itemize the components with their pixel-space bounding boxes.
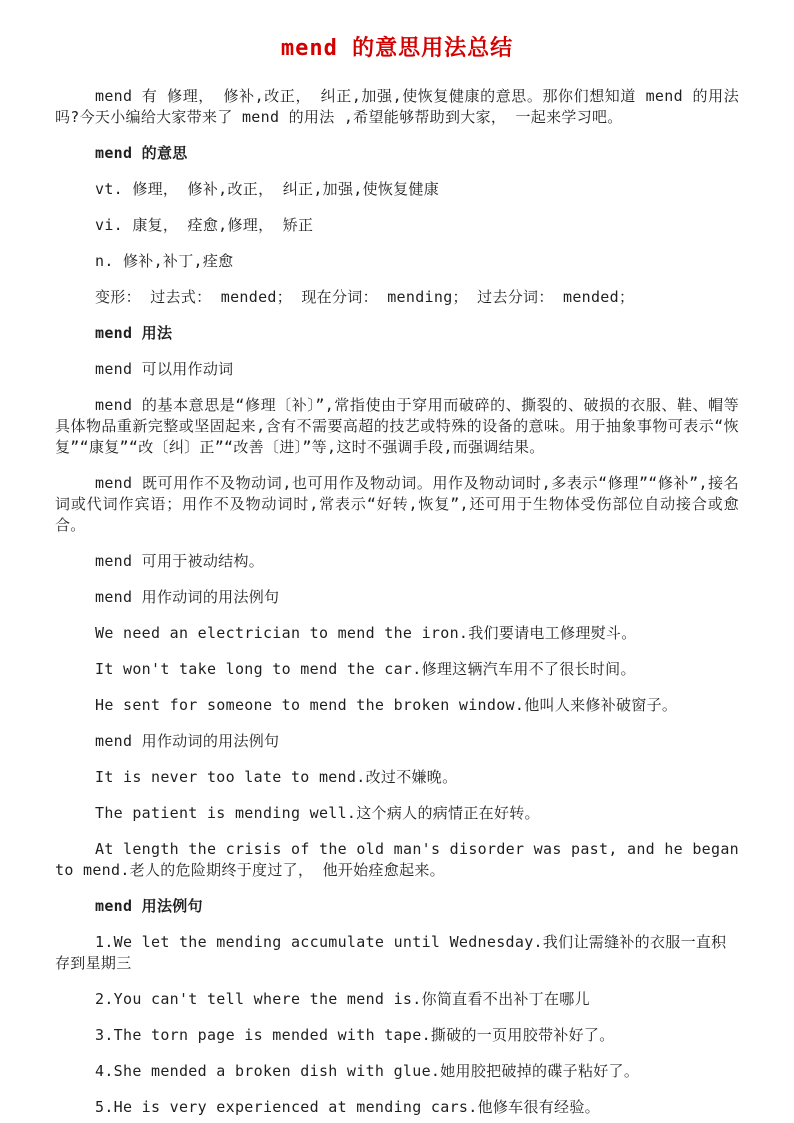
paragraph: mend 既可用作不及物动词,也可用作及物动词。用作及物动词时,多表示“修理”“修补”,接名词或代词作宾语；用作不及物动词时,常表示“好转,恢复”,还可用于生物体受伤部位自动接合或愈合。 xyxy=(55,474,739,534)
paragraph: mend 有 修理， 修补,改正， 纠正,加强,使恢复健康的意思。那你们想知道 mend 的用法 吗?今天小编给大家带来了 mend 的用法 ,希望能够帮助到大家， 一起来学习吧。 xyxy=(55,87,739,126)
paragraph: mend 的基本意思是“修理〔补〕”,常指使由于穿用而破碎的、撕裂的、破损的衣服、鞋、帽等具体物品重新完整或坚固起来,含有不需要高超的技艺或特殊的设备的意味。用于抽象事物可表示“恢复”“康复”“改〔纠〕正”“改善〔进〕”等,这时不强调手段,而强调结果。 xyxy=(55,396,739,456)
paragraph: 4.She mended a broken dish with glue.她用胶把破掉的碟子粘好了。 xyxy=(95,1062,640,1080)
paragraph: vi. 康复， 痊愈,修理， 矫正 xyxy=(95,216,314,234)
paragraph: vt. 修理， 修补,改正， 纠正,加强,使恢复健康 xyxy=(95,180,440,198)
paragraph: He sent for someone to mend the broken window.他叫人来修补破窗子。 xyxy=(95,696,678,714)
paragraph: 5.He is very experienced at mending cars.他修车很有经验。 xyxy=(95,1098,600,1116)
paragraph: 2.You can't tell where the mend is.你简直看不出补丁在哪儿 xyxy=(95,990,590,1008)
paragraph: 3.The torn page is mended with tape.撕破的一页用胶带补好了。 xyxy=(95,1026,615,1044)
paragraph: n. 修补,补丁,痊愈 xyxy=(95,252,234,270)
paragraph: mend 用作动词的用法例句 xyxy=(95,588,280,606)
paragraph: 变形： 过去式： mended； 现在分词： mending； 过去分词： mended； xyxy=(95,288,635,306)
paragraph: It is never too late to mend.改过不嫌晚。 xyxy=(95,768,458,786)
section-heading: mend 用法 xyxy=(95,324,173,342)
paragraph: mend 用作动词的用法例句 xyxy=(95,732,280,750)
paragraph: mend 可用于被动结构。 xyxy=(95,552,265,570)
section-heading: mend 用法例句 xyxy=(95,897,203,915)
paragraph: The patient is mending well.这个病人的病情正在好转。 xyxy=(95,804,540,822)
paragraph: We need an electrician to mend the iron.我们要请电工修理熨斗。 xyxy=(95,624,637,642)
paragraph: mend 可以用作动词 xyxy=(95,360,234,378)
paragraph: At length the crisis of the old man's disorder was past, and he began to mend.老人的危险期终于度过了， 他开始痊愈起来。 xyxy=(55,840,739,879)
paragraph: It won't take long to mend the car.修理这辆汽车用不了很长时间。 xyxy=(95,660,636,678)
paragraph: 1.We let the mending accumulate until Wednesday.我们让需缝补的衣服一直积存到星期三 xyxy=(55,933,727,972)
section-heading: mend 的意思 xyxy=(95,144,188,162)
document-title: mend 的意思用法总结 xyxy=(280,36,514,61)
document-body xyxy=(55,86,739,1118)
